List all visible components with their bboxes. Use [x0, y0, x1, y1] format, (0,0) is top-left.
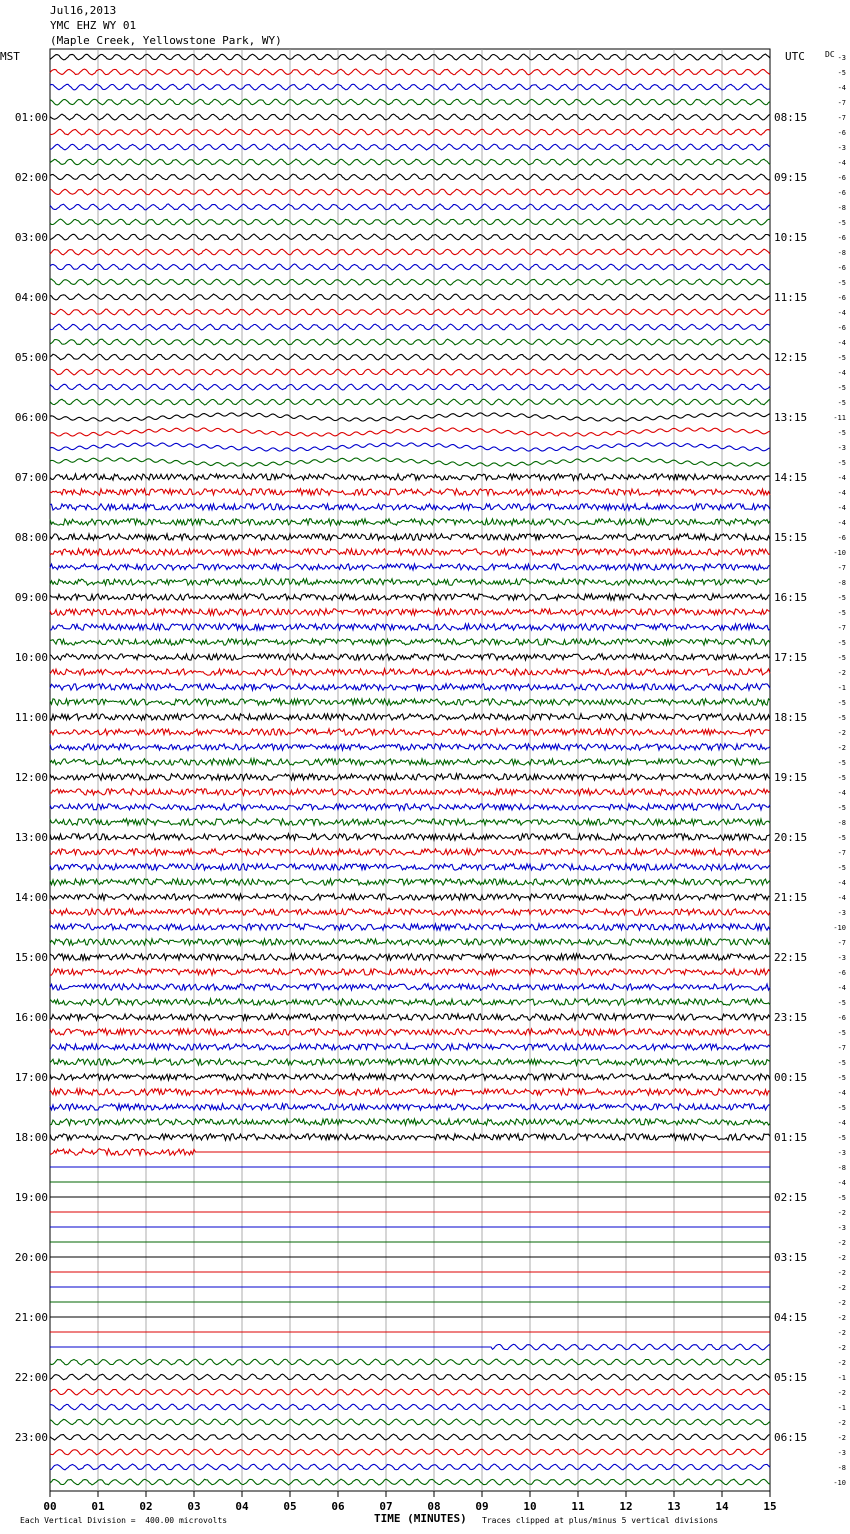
station-location: (Maple Creek, Yellowstone Park, WY) [50, 34, 282, 47]
right-time-label: 21:15 [774, 891, 808, 904]
left-time-label: 04:00 [14, 291, 48, 304]
trace-row [50, 69, 770, 75]
dc-offset-label: -6 [837, 234, 846, 242]
trace-row [50, 639, 770, 645]
dc-offset-label: -2 [837, 1419, 846, 1427]
x-tick-label: 10 [523, 1500, 537, 1513]
dc-offset-label: -2 [837, 1389, 846, 1397]
x-tick-label: 13 [667, 1500, 681, 1513]
left-time-label: 01:00 [14, 111, 48, 124]
x-tick-label: 01 [91, 1500, 105, 1513]
dc-offset-label: -6 [837, 129, 846, 137]
x-tick-label: 03 [187, 1500, 201, 1513]
dc-offset-label: -4 [837, 309, 846, 317]
dc-offset-label: -5 [837, 279, 846, 287]
trace-row [50, 1059, 770, 1065]
dc-offset-label: -8 [837, 579, 846, 587]
dc-offset-label: -2 [837, 1254, 846, 1262]
dc-offset-label: -3 [837, 1224, 846, 1232]
left-time-label: 10:00 [14, 651, 48, 664]
x-axis-title: TIME (MINUTES) [374, 1512, 467, 1525]
trace-row [50, 774, 770, 780]
right-time-label: 19:15 [774, 771, 808, 784]
trace-row [50, 399, 770, 405]
trace-row [50, 1119, 770, 1125]
trace-row [50, 864, 770, 870]
right-time-label: 15:15 [774, 531, 808, 544]
dc-offset-label: -4 [837, 519, 846, 527]
dc-offset-label: -7 [837, 564, 846, 572]
trace-row [50, 534, 770, 540]
trace-row [50, 684, 770, 690]
trace-row [50, 984, 770, 990]
trace-row [50, 924, 770, 930]
dc-offset-label: -2 [837, 669, 846, 677]
trace-row [50, 174, 770, 180]
trace-row [50, 1359, 770, 1365]
plot-grid [50, 49, 770, 1497]
left-time-label: 12:00 [14, 771, 48, 784]
trace-row [50, 99, 770, 105]
left-time-label: 22:00 [14, 1371, 48, 1384]
dc-offset-label: -4 [837, 159, 846, 167]
dc-offset-label: -3 [837, 54, 846, 62]
right-timezone-label: UTC [785, 50, 805, 63]
trace-row [50, 1449, 770, 1455]
dc-offset-label: -4 [837, 894, 846, 902]
left-time-label: 23:00 [14, 1431, 48, 1444]
right-time-label: 03:15 [774, 1251, 808, 1264]
right-time-label: 02:15 [774, 1191, 808, 1204]
clip-note: Traces clipped at plus/minus 5 vertical divisions [482, 1516, 719, 1525]
dc-offset-label: -6 [837, 1014, 846, 1022]
dc-offset-label: -2 [837, 1344, 846, 1352]
dc-offset-label: -4 [837, 339, 846, 347]
dc-offset-label: -2 [837, 1239, 846, 1247]
trace-row [50, 428, 770, 436]
trace-row [50, 939, 770, 945]
right-time-label: 23:15 [774, 1011, 808, 1024]
scale-note: Each Vertical Division = 400.00 microvolts [20, 1516, 228, 1525]
dc-offset-label: -2 [837, 1359, 846, 1367]
trace-row [50, 1389, 770, 1395]
trace-row [50, 309, 770, 315]
dc-offset-label: -5 [837, 399, 846, 407]
trace-row [50, 1014, 770, 1020]
trace-row [50, 759, 770, 765]
left-time-label: 09:00 [14, 591, 48, 604]
dc-offset-label: -6 [837, 174, 846, 182]
trace-row [50, 699, 770, 705]
right-time-label: 10:15 [774, 231, 808, 244]
trace-row [50, 1344, 770, 1350]
dc-offset-label: -2 [837, 744, 846, 752]
trace-row [50, 189, 770, 195]
dc-offset-label: -7 [837, 849, 846, 857]
right-time-label: 17:15 [774, 651, 808, 664]
x-tick-label: 05 [283, 1500, 297, 1513]
left-time-label: 08:00 [14, 531, 48, 544]
trace-row [50, 1149, 770, 1155]
right-time-label: 20:15 [774, 831, 808, 844]
dc-offset-label: -2 [837, 1284, 846, 1292]
trace-row [50, 579, 770, 585]
left-timezone-label: MST [0, 50, 20, 63]
dc-offset-label: -4 [837, 84, 846, 92]
trace-row [50, 549, 770, 555]
dc-offset-label: -3 [837, 444, 846, 452]
trace-row [50, 804, 770, 810]
trace-row [50, 1089, 770, 1095]
trace-row [50, 84, 770, 90]
trace-row [50, 234, 770, 240]
seismic-traces [50, 54, 770, 1485]
right-time-label: 13:15 [774, 411, 808, 424]
dc-offset-label: -5 [837, 1029, 846, 1037]
dc-offset-label: -4 [837, 474, 846, 482]
trace-row [50, 354, 770, 360]
dc-offset-label: -2 [837, 1434, 846, 1442]
left-time-label: 11:00 [14, 711, 48, 724]
dc-offset-label: -5 [837, 69, 846, 77]
dc-offset-label: -5 [837, 804, 846, 812]
dc-offset-label: -2 [837, 1329, 846, 1337]
dc-offset-label: -5 [837, 1194, 846, 1202]
left-time-label: 05:00 [14, 351, 48, 364]
trace-row [50, 1029, 770, 1035]
right-time-label: 22:15 [774, 951, 808, 964]
trace-row [50, 159, 770, 165]
right-time-label: 11:15 [774, 291, 808, 304]
left-time-label: 03:00 [14, 231, 48, 244]
left-time-label: 19:00 [14, 1191, 48, 1204]
dc-offset-label: -7 [837, 99, 846, 107]
dc-offset-label: -5 [837, 459, 846, 467]
dc-offset-label: -5 [837, 1074, 846, 1082]
right-time-label: 12:15 [774, 351, 808, 364]
trace-row [50, 474, 770, 480]
x-tick-label: 02 [139, 1500, 153, 1513]
chart-date: Jul16,2013 [50, 4, 117, 17]
dc-label: DC [825, 50, 835, 59]
trace-row [50, 279, 770, 285]
left-time-label: 15:00 [14, 951, 48, 964]
left-time-label: 18:00 [14, 1131, 48, 1144]
trace-row [50, 1104, 770, 1110]
dc-offset-label: -3 [837, 144, 846, 152]
right-time-label: 14:15 [774, 471, 808, 484]
x-tick-label: 14 [715, 1500, 729, 1513]
dc-offset-label: -4 [837, 504, 846, 512]
dc-offset-label: -5 [837, 864, 846, 872]
trace-row [50, 999, 770, 1005]
station-code: YMC EHZ WY 01 [50, 19, 137, 32]
trace-row [50, 819, 770, 825]
trace-row [50, 54, 770, 60]
dc-offset-label: -3 [837, 1449, 846, 1457]
trace-row [50, 384, 770, 390]
trace-row [50, 624, 770, 630]
right-time-label: 09:15 [774, 171, 808, 184]
trace-row [50, 1404, 770, 1410]
dc-offset-label: -10 [833, 924, 846, 932]
trace-row [50, 969, 770, 975]
left-time-label: 14:00 [14, 891, 48, 904]
left-time-label: 20:00 [14, 1251, 48, 1264]
dc-offset-label: -5 [837, 219, 846, 227]
left-time-label: 17:00 [14, 1071, 48, 1084]
dc-offset-label: -1 [837, 1374, 846, 1382]
dc-offset-label: -5 [837, 609, 846, 617]
dc-offset-label: -8 [837, 1164, 846, 1172]
trace-row [50, 458, 770, 466]
left-time-label: 02:00 [14, 171, 48, 184]
dc-offset-label: -8 [837, 204, 846, 212]
x-tick-label: 00 [43, 1500, 57, 1513]
trace-row [50, 294, 770, 300]
dc-offset-label: -6 [837, 294, 846, 302]
left-time-label: 13:00 [14, 831, 48, 844]
dc-offset-label: -4 [837, 369, 846, 377]
dc-offset-label: -2 [837, 1269, 846, 1277]
dc-offset-label: -6 [837, 534, 846, 542]
dc-offset-label: -5 [837, 384, 846, 392]
dc-offset-label: -6 [837, 189, 846, 197]
right-time-label: 04:15 [774, 1311, 808, 1324]
right-time-label: 06:15 [774, 1431, 808, 1444]
trace-row [50, 594, 770, 600]
left-time-label: 06:00 [14, 411, 48, 424]
trace-row [50, 144, 770, 150]
dc-offset-label: -3 [837, 909, 846, 917]
dc-offset-label: -5 [837, 1134, 846, 1142]
right-time-label: 01:15 [774, 1131, 808, 1144]
dc-offset-label: -7 [837, 114, 846, 122]
dc-offset-label: -5 [837, 429, 846, 437]
plot-frame [50, 49, 770, 1491]
dc-offset-label: -1 [837, 1404, 846, 1412]
x-tick-label: 11 [571, 1500, 585, 1513]
dc-offset-label: -3 [837, 1149, 846, 1157]
dc-offset-label: -3 [837, 954, 846, 962]
trace-row [50, 729, 770, 735]
dc-offset-label: -10 [833, 1479, 846, 1487]
dc-offset-label: -7 [837, 1044, 846, 1052]
trace-row [50, 894, 770, 900]
dc-offset-label: -6 [837, 969, 846, 977]
left-time-label: 21:00 [14, 1311, 48, 1324]
dc-offset-label: -4 [837, 984, 846, 992]
dc-offset-label: -4 [837, 1179, 846, 1187]
dc-offset-label: -4 [837, 1089, 846, 1097]
trace-row [50, 954, 770, 960]
dc-offset-label: -7 [837, 624, 846, 632]
dc-offset-label: -5 [837, 774, 846, 782]
dc-offset-label: -8 [837, 819, 846, 827]
trace-row [50, 443, 770, 451]
left-time-label: 16:00 [14, 1011, 48, 1024]
trace-row [50, 519, 770, 525]
trace-row [50, 129, 770, 135]
trace-row [50, 249, 770, 255]
right-time-label: 05:15 [774, 1371, 808, 1384]
trace-row [50, 1134, 770, 1140]
x-tick-label: 08 [427, 1500, 441, 1513]
trace-row [50, 1374, 770, 1380]
dc-offset-label: -5 [837, 354, 846, 362]
dc-offset-label: -5 [837, 594, 846, 602]
dc-offset-label: -11 [833, 414, 846, 422]
trace-row [50, 654, 770, 660]
dc-offset-label: -2 [837, 1314, 846, 1322]
trace-row [50, 504, 770, 510]
dc-offset-label: -2 [837, 729, 846, 737]
dc-offset-label: -4 [837, 789, 846, 797]
dc-offset-label: -5 [837, 1059, 846, 1067]
trace-row [50, 264, 770, 270]
dc-offset-label: -4 [837, 879, 846, 887]
trace-row [50, 114, 770, 120]
dc-offset-label: -7 [837, 939, 846, 947]
dc-offset-label: -5 [837, 699, 846, 707]
trace-row [50, 789, 770, 795]
x-tick-label: 04 [235, 1500, 249, 1513]
right-time-label: 16:15 [774, 591, 808, 604]
x-tick-label: 12 [619, 1500, 633, 1513]
x-tick-label: 07 [379, 1500, 393, 1513]
right-time-label: 18:15 [774, 711, 808, 724]
trace-row [50, 369, 770, 375]
dc-offset-label: -10 [833, 549, 846, 557]
dc-offset-label: -5 [837, 639, 846, 647]
right-time-label: 08:15 [774, 111, 808, 124]
dc-offset-label: -8 [837, 1464, 846, 1472]
x-tick-label: 06 [331, 1500, 345, 1513]
left-time-label: 07:00 [14, 471, 48, 484]
trace-row [50, 1074, 770, 1080]
dc-offset-label: -4 [837, 1119, 846, 1127]
dc-offset-label: -5 [837, 1104, 846, 1112]
right-time-label: 00:15 [774, 1071, 808, 1084]
dc-offset-label: -8 [837, 249, 846, 257]
dc-offset-label: -6 [837, 324, 846, 332]
x-tick-label: 15 [763, 1500, 777, 1513]
dc-offset-label: -5 [837, 654, 846, 662]
trace-row [50, 1044, 770, 1050]
trace-row [50, 834, 770, 840]
trace-row [50, 324, 770, 330]
trace-row [50, 1419, 770, 1425]
trace-row [50, 489, 770, 495]
trace-row [50, 909, 770, 915]
plot-labels [15, 54, 846, 1513]
trace-row [50, 879, 770, 885]
dc-offset-label: -2 [837, 1299, 846, 1307]
dc-offset-label: -5 [837, 759, 846, 767]
trace-row [50, 219, 770, 225]
trace-row [50, 564, 770, 570]
dc-offset-label: -6 [837, 264, 846, 272]
dc-offset-label: -2 [837, 1209, 846, 1217]
x-tick-label: 09 [475, 1500, 489, 1513]
trace-row [50, 609, 770, 615]
trace-row [50, 204, 770, 210]
dc-offset-label: -1 [837, 684, 846, 692]
dc-offset-label: -5 [837, 999, 846, 1007]
trace-row [50, 339, 770, 345]
dc-offset-label: -5 [837, 714, 846, 722]
dc-offset-label: -5 [837, 834, 846, 842]
dc-offset-label: -4 [837, 489, 846, 497]
trace-row [50, 413, 770, 421]
trace-row [50, 1464, 770, 1470]
trace-row [50, 1434, 770, 1440]
trace-row [50, 669, 770, 675]
trace-row [50, 714, 770, 720]
trace-row [50, 744, 770, 750]
trace-row [50, 849, 770, 855]
trace-row [50, 1479, 770, 1485]
